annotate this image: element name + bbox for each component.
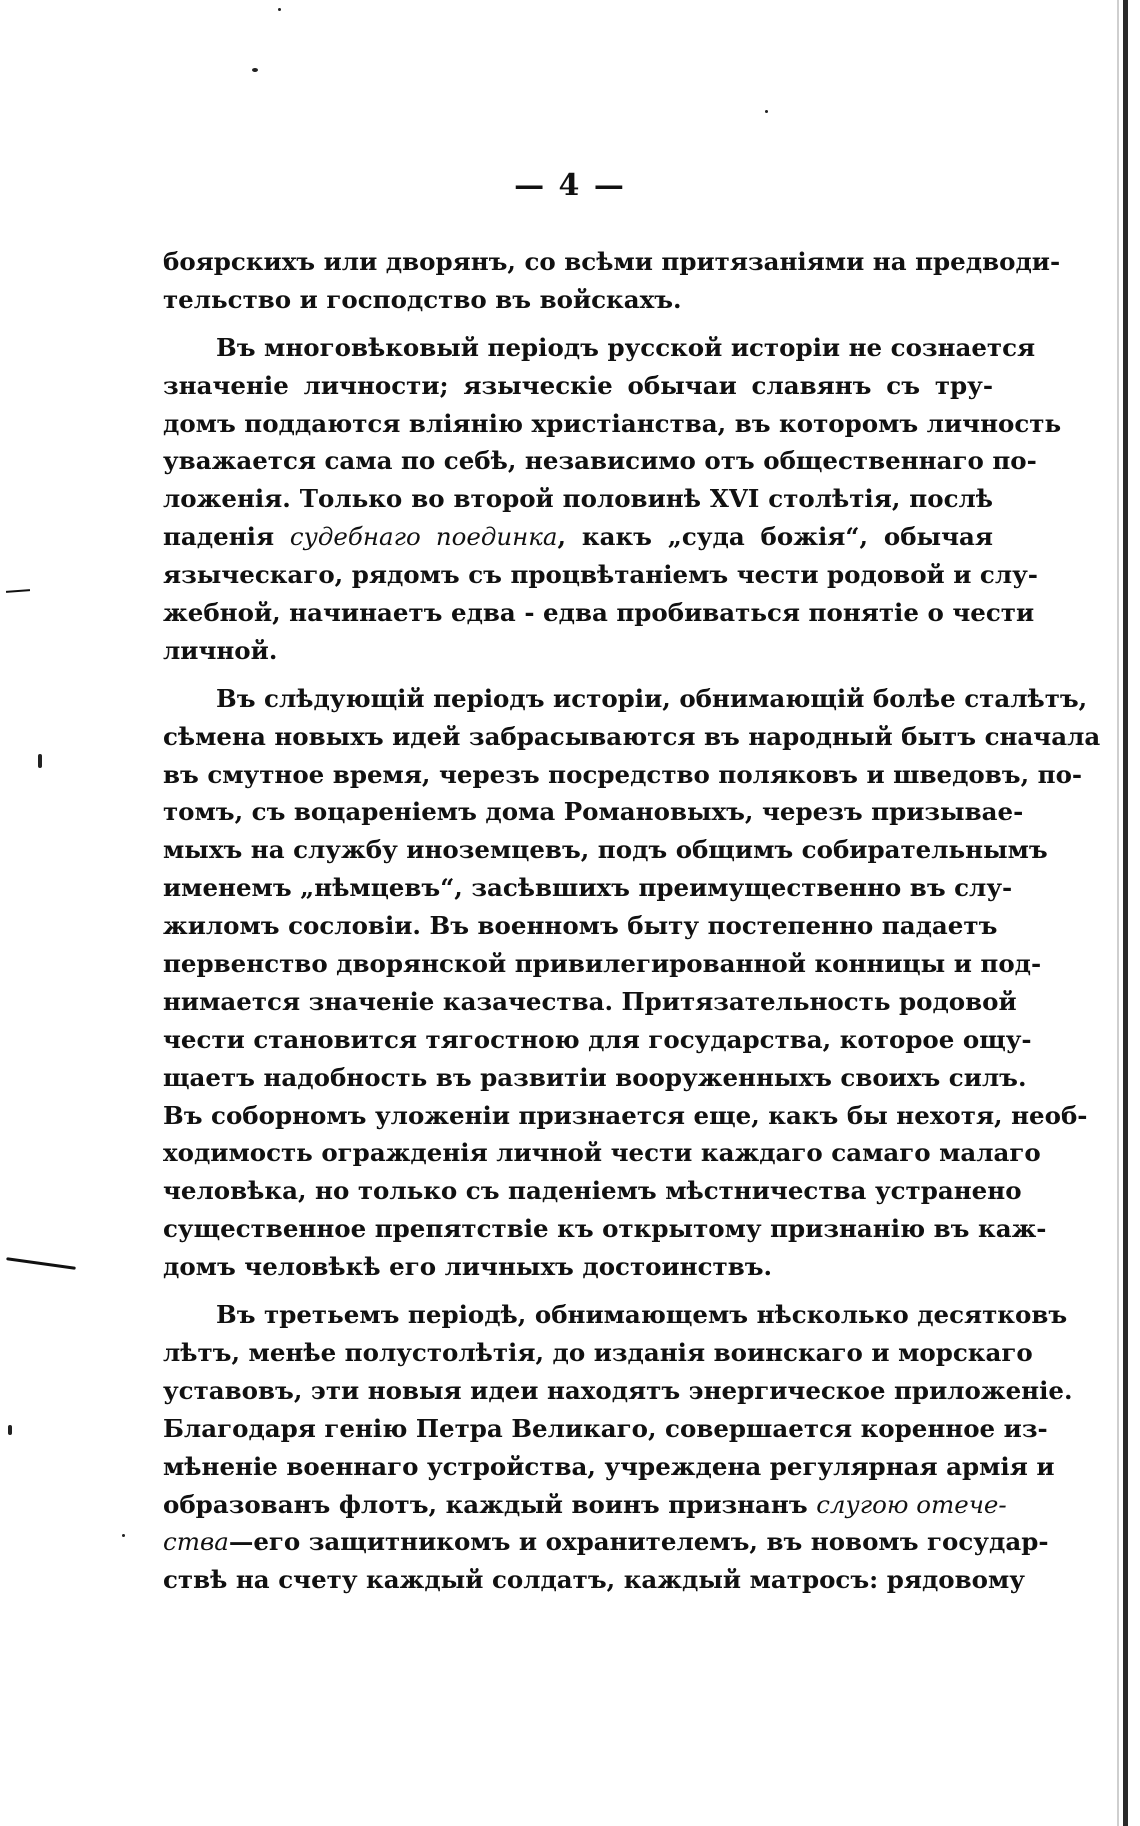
text-line: Въ слѣдующій періодъ исторіи, обнимающій болѣе сталѣтъ,	[216, 683, 1088, 713]
scan-speck	[122, 1534, 125, 1537]
text-line: личной.	[163, 635, 278, 665]
text-line: боярскихъ или дворянъ, со всѣми притязаніями на предводи-	[163, 247, 1061, 276]
text-line: Благодаря генію Петра Великаго, совершается коренное из-	[163, 1413, 1048, 1443]
text-line: жебной, начинаетъ едва - едва пробиваться понятіе о чести	[163, 598, 1035, 628]
text-line: именемъ „нѣмцевъ“, засѣвшихъ преимущественно въ слу-	[163, 873, 1013, 903]
text-line: языческаго, рядомъ съ процвѣтаніемъ чести родовой и слу-	[163, 560, 1038, 590]
text-line: первенство дворянской привилегированной конницы и под-	[163, 949, 1042, 979]
scan-speck	[38, 754, 42, 768]
italic-phrase: ства	[163, 1527, 229, 1557]
text-line: Въ соборномъ уложеніи признается еще, какъ бы нехотя, необ-	[163, 1100, 1088, 1130]
text-line: уважается сама по себѣ, независимо отъ общественнаго по-	[163, 446, 1037, 476]
paragraph	[163, 680, 1101, 1286]
text-line: нимается значеніе казачества. Притязательность родовой	[163, 986, 1017, 1016]
scan-speck	[8, 1425, 12, 1435]
page-edge	[1123, 0, 1128, 1826]
text-line: томъ, съ воцареніемъ дома Романовыхъ, черезъ призывае-	[163, 797, 1024, 827]
italic-phrase: судебнаго поединка	[289, 522, 558, 552]
italic-phrase: слугою отече-	[816, 1489, 1007, 1519]
paragraph	[163, 243, 1061, 319]
paragraph	[163, 1296, 1073, 1599]
text-line: лѣтъ, менѣе полустолѣтія, до изданія воинскаго и морскаго	[163, 1337, 1033, 1367]
paragraph-gap	[163, 319, 993, 329]
scan-speck	[252, 68, 258, 72]
text-line: домъ поддаются вліянію христіанства, въ которомъ личность	[163, 408, 1062, 438]
text-line: ложенія. Только во второй половинѣ XVI столѣтія, послѣ	[163, 484, 993, 514]
scan-speck	[278, 8, 281, 11]
text-line: мыхъ на службу иноземцевъ, подъ общимъ собирательнымъ	[163, 835, 1048, 865]
page-number: — 4 —	[514, 168, 626, 203]
text-line: уставовъ, эти новыя идеи находятъ энергическое приложеніе.	[163, 1375, 1073, 1405]
text-line: Въ многовѣковый періодъ русской исторіи не сознается	[216, 332, 1036, 362]
paragraph	[163, 329, 1062, 670]
paragraph-gap	[163, 670, 993, 680]
page-edge-shadow	[1117, 0, 1119, 1826]
scan-speck	[765, 110, 768, 113]
text-line: домъ человѣкѣ его личныхъ достоинствъ.	[163, 1252, 773, 1282]
body-text	[163, 243, 1101, 1599]
text-line: существенное препятствіе къ открытому признанію въ каж-	[163, 1214, 1047, 1244]
text-line: чести становится тягостною для государства, которое ощу-	[163, 1024, 1032, 1054]
text-line: образованъ флотъ, каждый воинъ признанъ слугою отече-	[163, 1489, 1007, 1519]
text-line: тельство и господство въ войскахъ.	[163, 284, 682, 314]
text-line: мѣненіе военнаго устройства, учреждена регулярная армія и	[163, 1451, 1055, 1481]
text-line: въ смутное время, черезъ посредство поляковъ и шведовъ, по-	[163, 759, 1083, 789]
paragraph-gap	[163, 1286, 993, 1296]
text-line: ства—его защитникомъ и охранителемъ, въ новомъ государ-	[163, 1527, 1049, 1557]
text-line: жиломъ сословіи. Въ военномъ быту постепенно падаетъ	[163, 911, 998, 941]
text-line: щаетъ надобность въ развитіи вооруженныхъ своихъ силъ.	[163, 1062, 1027, 1092]
text-line: ходимость огражденія личной чести каждаго самаго малаго	[163, 1138, 1041, 1168]
text-line: значеніе личности; языческіе обычаи славянъ съ тру-	[163, 370, 993, 400]
text-line: человѣка, но только съ паденіемъ мѣстничества устранено	[163, 1176, 1022, 1206]
text-line: ствѣ на счету каждый солдатъ, каждый матросъ: рядовому	[163, 1565, 1025, 1595]
scan-mark	[6, 589, 30, 593]
text-line: Въ третьемъ періодѣ, обнимающемъ нѣсколько десятковъ	[216, 1300, 1068, 1330]
scan-mark	[6, 1257, 76, 1270]
text-line: паденія судебнаго поединка, какъ „суда божія“, обычая	[163, 522, 994, 552]
text-line: сѣмена новыхъ идей забрасываются въ народный бытъ сначала	[163, 721, 1101, 751]
